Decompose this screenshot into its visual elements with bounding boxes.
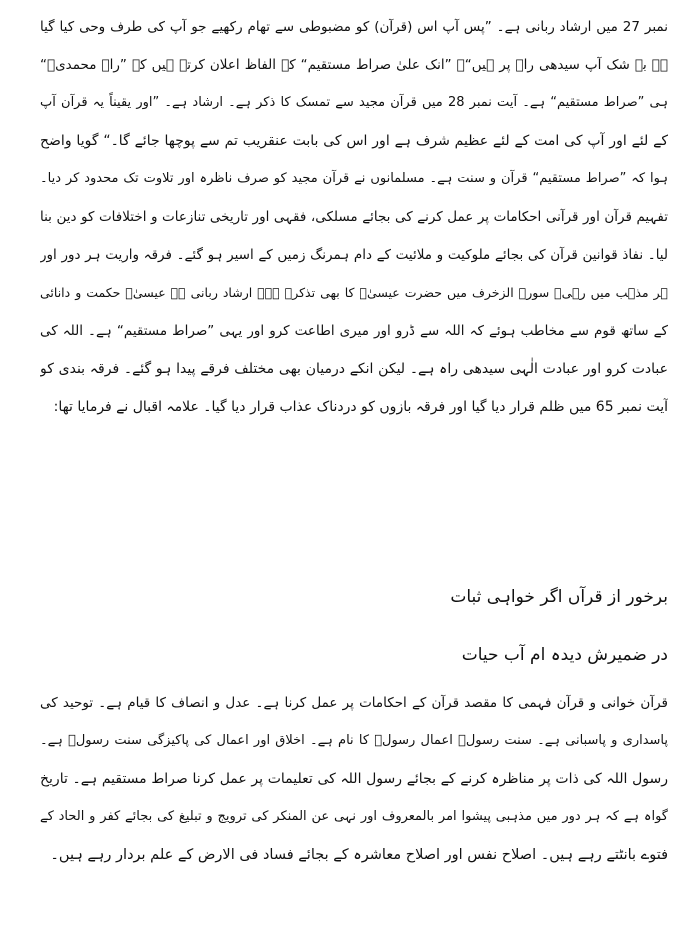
verse-line: برخور از قرآں اگر خواہی ثبات	[450, 587, 668, 607]
text-line: پاسداری و پاسبانی ہے۔ سنت رسولؐ اعمال رسولؐ کا نام ہے۔ اخلاق اور اعمال کی پاکیزگی سنت رسولؐ ہے۔	[40, 733, 668, 748]
text-line: لیا۔ نفاذ قوانین قرآن کی بجائے ملوکیت و ملائیت کے دام ہمرنگ زمیں کے اسیر ہو گئے۔ فرقہ واریت ہر دور اور	[40, 247, 668, 263]
text-line: نمبر 27 میں ارشاد ربانی ہے۔ ”پس آپ اس (قرآن) کو مضبوطی سے تھام رکھیے جو آپ کی طرف وحی کیا گیا	[40, 19, 668, 35]
text-line: ہے بے شک آپ سیدھی راہ پر ہیں“۔ ”انک علیٰ صراط مستقیم“ کے الفاظ اعلان کرتے ہیں کہ ”راہ محمدیؐ“	[40, 57, 668, 73]
paragraph-2	[40, 684, 668, 874]
text-line: کے ساتھ قوم سے مخاطب ہوئے کہ اللہ سے ڈرو اور میری اطاعت کرو اور یہی ”صراط مستقیم“ ہے۔ اللہ کی	[40, 323, 668, 339]
text-line: عبادت کرو اور عبادت الٰہی سیدھی راہ ہے۔ لیکن انکے درمیان بھی مختلف فرقے پیدا ہو گئے۔ فرقہ بندی کو	[40, 361, 668, 377]
text-line: ہر مذہب میں رہی۔ سورۃ الزخرف میں حضرت عیسیٰؑ کا بھی تذکرہ ہے۔ ارشاد ربانی ہے عیسیٰؑ حکمت و دانائی	[40, 285, 668, 300]
text-line: گواہ ہے کہ ہر دور میں مذہبی پیشوا امر بالمعروف اور نہی عن المنکر کی ترویج و تبلیغ کی بجائے کفر و الحاد کے	[40, 809, 668, 824]
text-line: فتوے بانٹتے رہے ہیں۔ اصلاح نفس اور اصلاح معاشرہ کے بجائے فساد فی الارض کے علم بردار رہے ہیں۔	[50, 847, 668, 863]
verse-line: در ضمیرش دیدہ ام آب حیات	[461, 645, 668, 665]
text-line: تفہیم قرآن اور قرآنی احکامات پر عمل کرنے کی بجائے مسلکی، فقہی اور تاریخی تنازعات و اختلافات کو دین بنا	[40, 209, 668, 225]
paragraph-1	[40, 8, 668, 426]
text-line: کے لئے اور آپ کی امت کے لئے عظیم شرف ہے اور اس کی بابت عنقریب تم سے پوچھا جائے گا۔“ گویا واضح	[40, 133, 668, 149]
text-line: رسول اللہ کی ذات پر مناظرہ کرنے کے بجائے رسول اللہ کی تعلیمات پر عمل کرنا صراط مستقیم ہے۔ تاریخ	[40, 771, 668, 787]
text-line: ہوا کہ ”صراط مستقیم“ قرآن و سنت ہے۔ مسلمانوں نے قرآن مجید کو صرف ناظرہ اور تلاوت تک محدود کر دیا۔	[40, 171, 668, 186]
poem-verse	[40, 568, 668, 684]
text-line: قرآن خوانی و قرآن فہمی کا مقصد قرآن کے احکامات پر عمل کرنا ہے۔ عدل و انصاف کا قیام ہے۔ توحید کی	[40, 695, 668, 711]
text-line: ہی ”صراط مستقیم“ ہے۔ آیت نمبر 28 میں قرآن مجید سے تمسک کا ذکر ہے۔ ارشاد ہے۔ ”اور یقیناً یہ قرآن آپ	[40, 95, 668, 110]
text-line: آیت نمبر 65 میں ظلم قرار دیا گیا اور فرقہ بازوں کو دردناک عذاب قرار دیا گیا۔ علامہ اقبال نے فرمایا تھا:	[53, 399, 668, 415]
